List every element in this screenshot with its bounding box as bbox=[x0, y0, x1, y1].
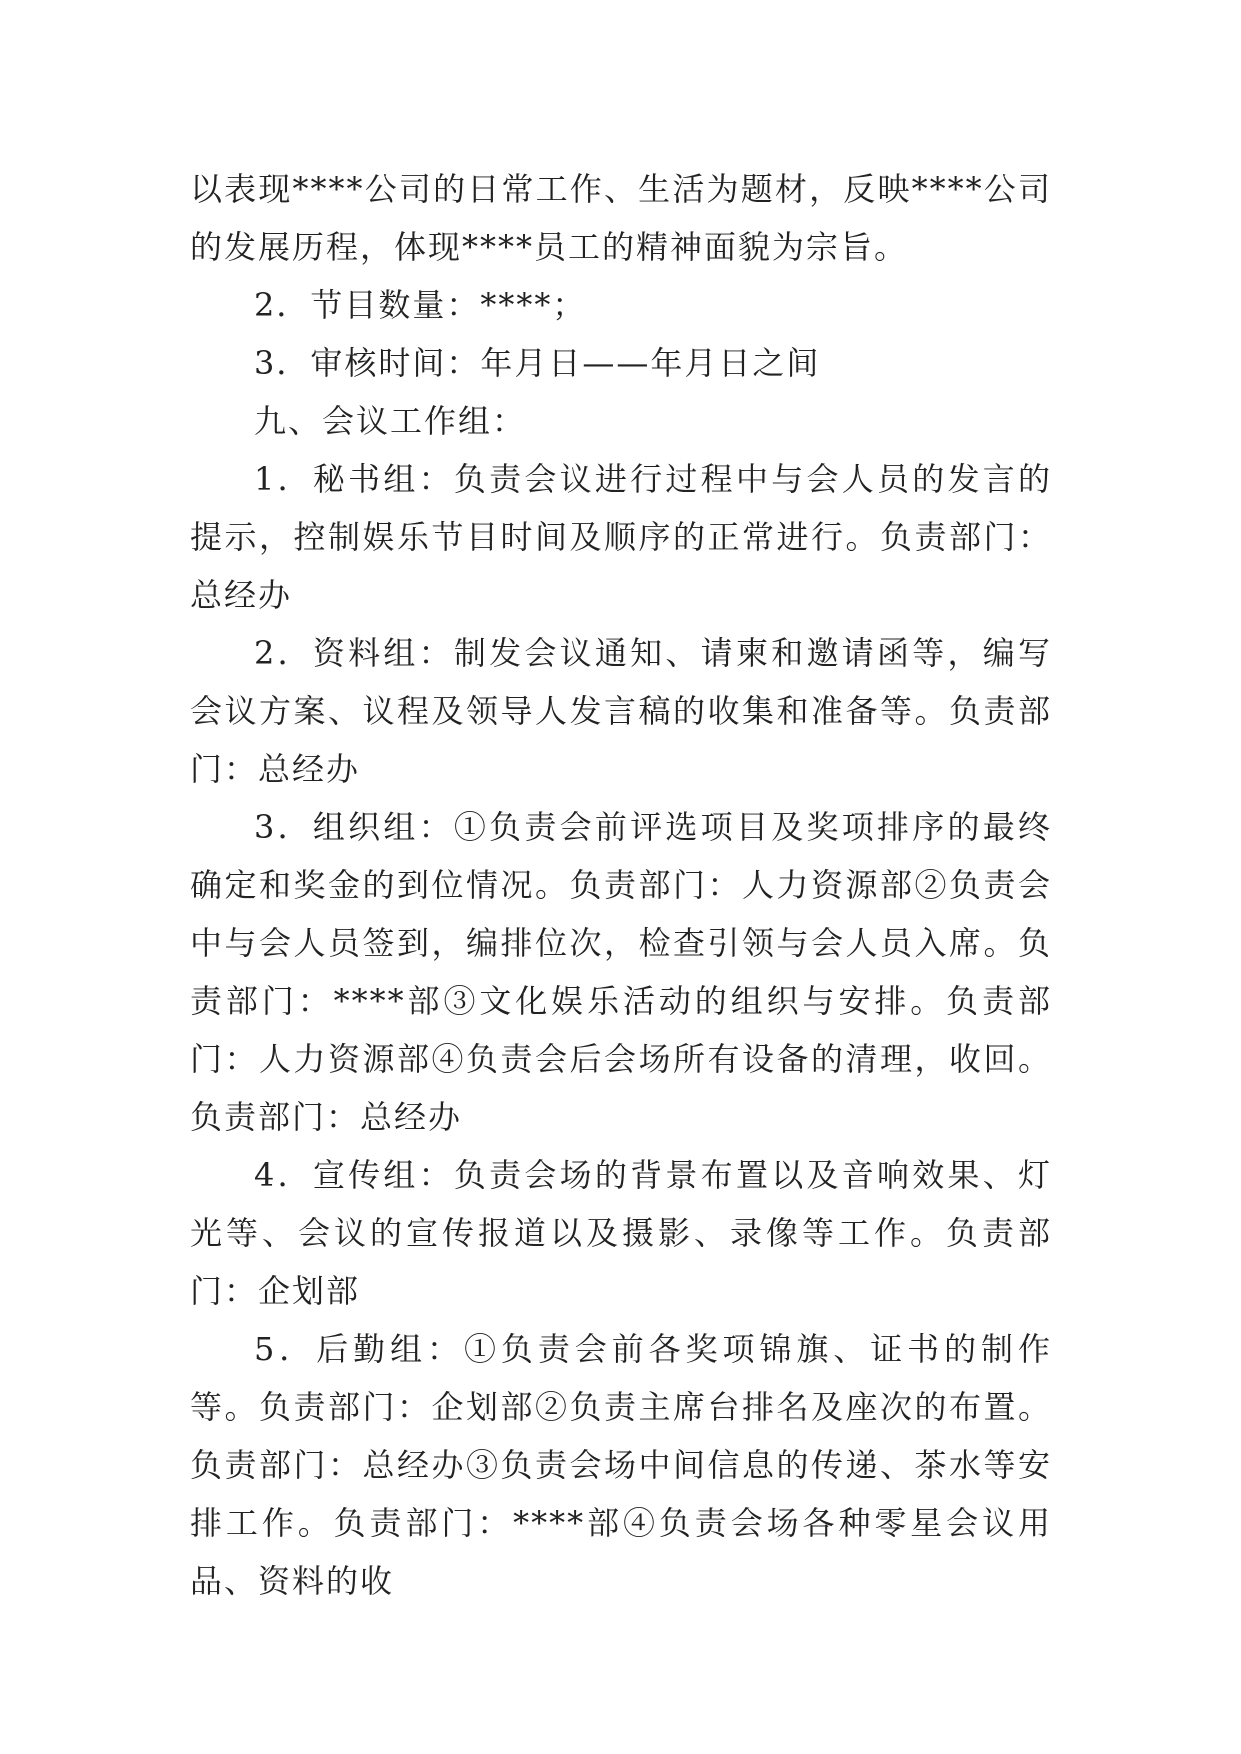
paragraph-materials-group: 2．资料组：制发会议通知、请柬和邀请函等，编写会议方案、议程及领导人发言稿的收集和准备等。负责部门：总经办 bbox=[190, 634, 1052, 788]
paragraph-logistics-group: 5．后勤组：①负责会前各奖项锦旗、证书的制作等。负责部门：企划部②负责主席台排名及座次的布置。负责部门：总经办③负责会场中间信息的传递、茶水等安排工作。负责部门：****部④负责会场各种零星会议用品、资料的收 bbox=[190, 1330, 1052, 1600]
paragraph-intro: 以表现****公司的日常工作、生活为题材，反映****公司的发展历程，体现****员工的精神面貌为宗旨。 bbox=[190, 170, 1052, 266]
paragraph-secretary-group: 1．秘书组：负责会议进行过程中与会人员的发言的提示，控制娱乐节目时间及顺序的正常进行。负责部门：总经办 bbox=[190, 460, 1052, 614]
document-body bbox=[190, 160, 1052, 1610]
section-heading-working-groups: 九、会议工作组： bbox=[254, 402, 527, 440]
paragraph-review-time: 3．审核时间：年月日——年月日之间 bbox=[254, 344, 821, 382]
paragraph-publicity-group: 4．宣传组：负责会场的背景布置以及音响效果、灯光等、会议的宣传报道以及摄影、录像等工作。负责部门：企划部 bbox=[190, 1156, 1052, 1310]
paragraph-program-count: 2．节目数量：****； bbox=[254, 286, 587, 324]
paragraph-organization-group: 3．组织组：①负责会前评选项目及奖项排序的最终确定和奖金的到位情况。负责部门：人力资源部②负责会中与会人员签到，编排位次，检查引领与会人员入席。负责部门：****部③文化娱乐活动的组织与安排。负责部门：人力资源部④负责会后会场所有设备的清理，收回。负责部门：总经办 bbox=[190, 808, 1052, 1136]
